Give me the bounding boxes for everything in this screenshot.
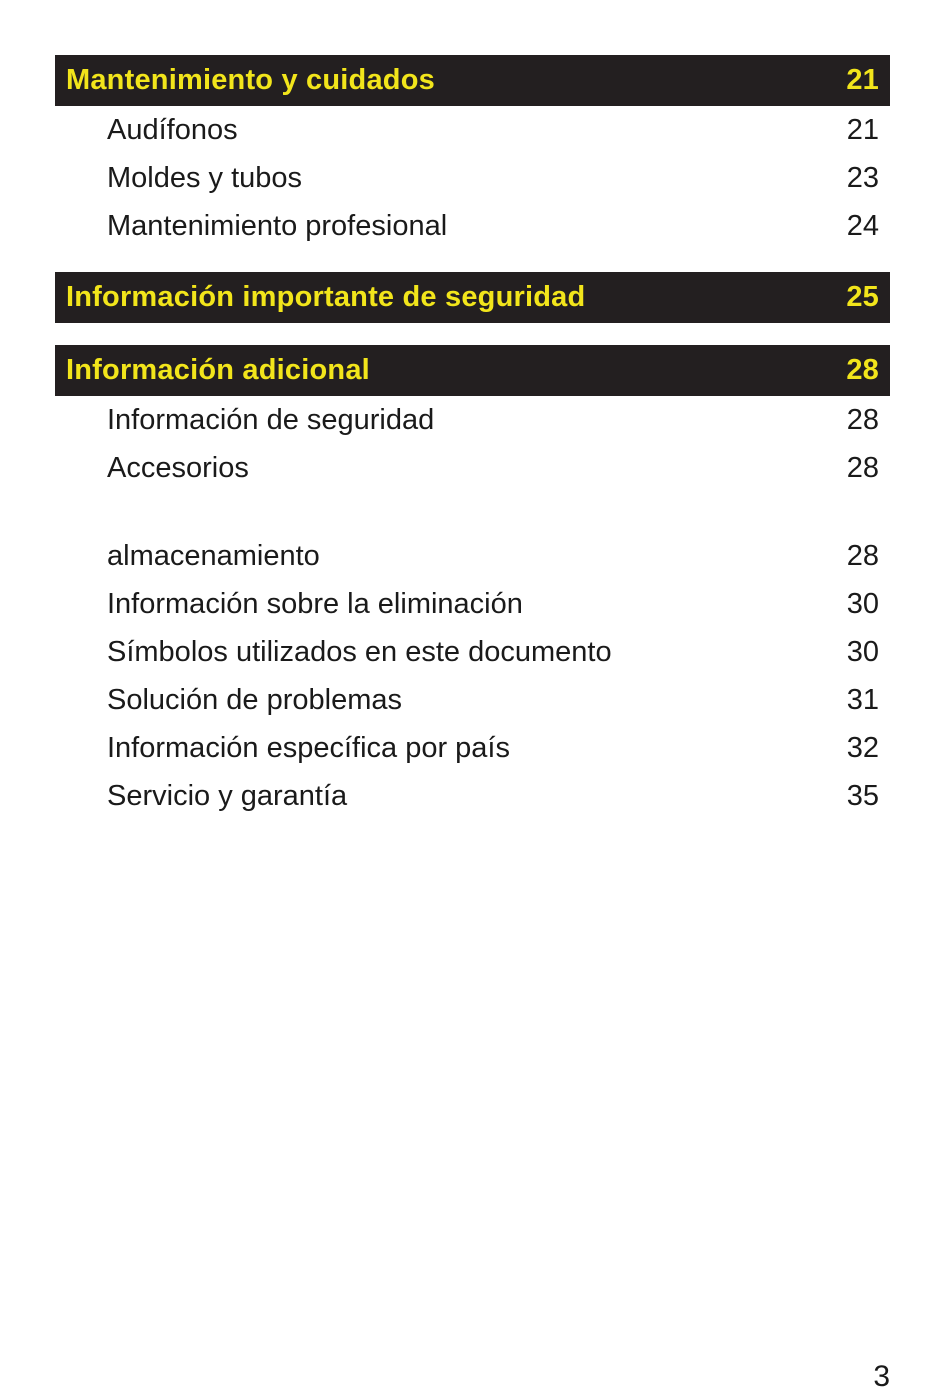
section-page-number: 25 <box>846 281 879 313</box>
section-page-number: 21 <box>846 64 879 96</box>
toc-entry[interactable] <box>55 106 890 154</box>
entry-title: Información sobre la eliminación <box>107 587 523 620</box>
section-title: Información importante de seguridad <box>66 281 586 313</box>
section-spacer <box>55 323 890 345</box>
entry-title: Mantenimiento profesional <box>107 209 448 242</box>
toc-entry[interactable] <box>55 444 890 492</box>
entry-page-number: 30 <box>846 635 879 668</box>
entry-title: Símbolos utilizados en este documento <box>107 635 612 668</box>
section-title: Información adicional <box>66 354 370 386</box>
toc-entry[interactable] <box>55 772 890 820</box>
toc-entry[interactable] <box>55 628 890 676</box>
entry-page-number: 23 <box>846 161 879 194</box>
entry-page-number: 28 <box>846 451 879 484</box>
entry-page-number: 30 <box>846 587 879 620</box>
entry-title: Solución de problemas <box>107 683 403 716</box>
section-title: Mantenimiento y cuidados <box>66 64 435 96</box>
entry-page-number: 28 <box>846 539 879 572</box>
toc-section-header[interactable] <box>55 55 890 106</box>
page-number: 3 <box>873 1360 890 1393</box>
entry-title: Información de seguridad <box>107 403 435 436</box>
entry-page-number: 31 <box>846 683 879 716</box>
toc-entry[interactable] <box>55 532 890 580</box>
toc-section-header[interactable] <box>55 345 890 396</box>
entry-title: Audífonos <box>107 113 238 146</box>
entry-page-number: 24 <box>846 209 879 242</box>
toc-entry[interactable] <box>55 724 890 772</box>
entry-title: Servicio y garantía <box>107 779 348 812</box>
toc-entry[interactable] <box>55 580 890 628</box>
entry-page-number: 21 <box>846 113 879 146</box>
toc-entry[interactable] <box>55 396 890 444</box>
section-spacer <box>55 250 890 272</box>
entry-title: Moldes y tubos <box>107 161 303 194</box>
toc-entry[interactable] <box>55 202 890 250</box>
toc-section-header[interactable] <box>55 272 890 323</box>
entry-page-number: 28 <box>846 403 879 436</box>
entry-page-number: 32 <box>846 731 879 764</box>
blank-line <box>55 492 890 532</box>
section-page-number: 28 <box>846 354 879 386</box>
entry-title: almacenamiento <box>107 539 320 572</box>
toc-entry[interactable] <box>55 154 890 202</box>
entry-title: Información específica por país <box>107 731 510 764</box>
table-of-contents <box>55 55 890 820</box>
entry-title: Accesorios <box>107 451 249 484</box>
toc-entry[interactable] <box>55 676 890 724</box>
entry-page-number: 35 <box>846 779 879 812</box>
